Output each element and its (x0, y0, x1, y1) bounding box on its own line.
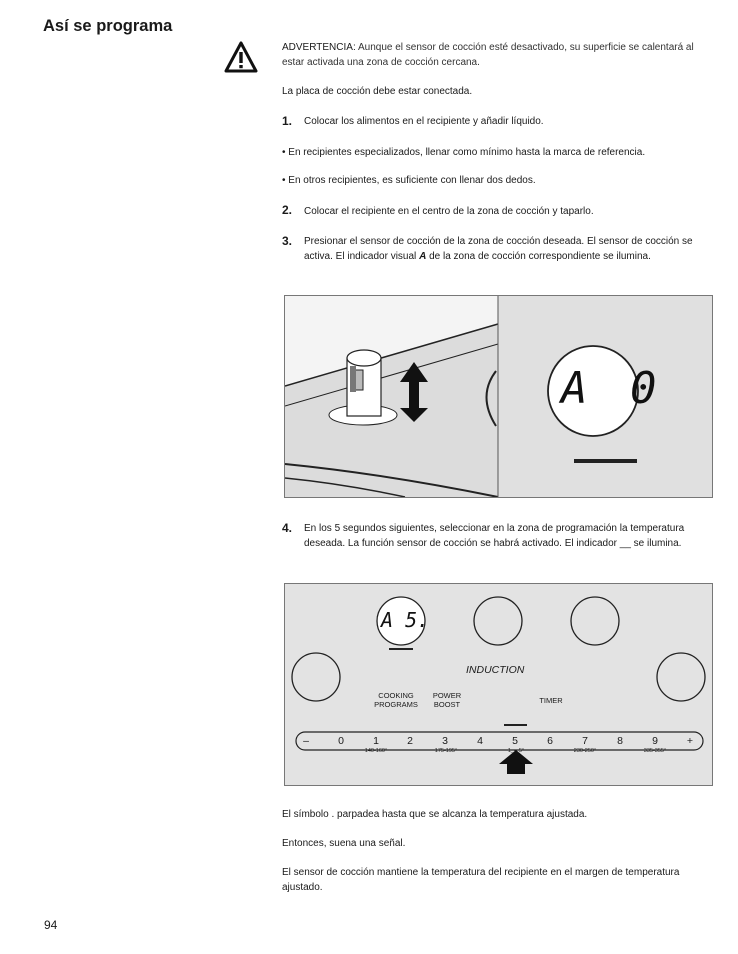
step-2-number: 2. (282, 203, 293, 217)
scale-1[interactable]: 1 (373, 735, 379, 747)
range-label: 230-250° (573, 748, 597, 754)
display-a5: A 5. (381, 608, 430, 632)
step-4-text: En los 5 segundos siguientes, seleccionar en la zona de programación la temperatura deseada. La función sensor de cocción se habrá activado. El indicador __ se ilumina. (304, 523, 685, 549)
intro-text: La placa de cocción debe estar conectada. (282, 86, 473, 97)
range-label: 1_-_5° (507, 748, 525, 754)
bullet-2: • En otros recipientes, es suficiente con llenar dos dedos. (282, 175, 536, 186)
warning-triangle-icon (224, 41, 258, 73)
warning-body: Aunque el sensor de cocción esté desactivado, su superficie se calentará al estar activada una zona de cocción cercana. (282, 42, 694, 68)
step-3-text-after: de la zona de cocción correspondiente se ilumina. (426, 250, 651, 262)
scale-5[interactable]: 5 (512, 735, 518, 747)
figure-sensor-illustration (284, 295, 713, 498)
indicator-glyph: A (419, 250, 427, 262)
display-a0: A 0 (561, 363, 665, 414)
figure-control-panel (284, 583, 713, 786)
page-number: 94 (44, 918, 58, 932)
cooking-programs-button[interactable]: COOKING PROGRAMS (374, 691, 418, 709)
scale-plus[interactable]: + (686, 735, 694, 747)
scale-2[interactable]: 2 (407, 735, 413, 747)
step-3-text (304, 235, 704, 264)
range-label: 140-160° (364, 748, 388, 754)
scale-6[interactable]: 6 (547, 735, 553, 747)
closing-text-1: El símbolo . parpadea hasta que se alcanza la temperatura ajustada. (282, 809, 588, 820)
range-label: 175-195° (434, 748, 458, 754)
closing-text-2: Entonces, suena una señal. (282, 838, 406, 849)
step-3-text-before: Presionar el sensor de cocción de la zona de cocción deseada. El sensor de cocción se activa. El indicador visual (304, 236, 693, 262)
scale-minus[interactable]: – (303, 735, 309, 747)
scale-0[interactable]: 0 (338, 735, 344, 747)
step-1-number: 1. (282, 114, 293, 128)
scale-4[interactable]: 4 (477, 735, 483, 747)
scale-9[interactable]: 9 (652, 735, 658, 747)
step-4-number: 4. (282, 521, 293, 535)
step-2-text: Colocar el recipiente en el centro de la zona de cocción y taparlo. (304, 206, 594, 217)
power-boost-button[interactable]: POWER BOOST (432, 691, 462, 709)
closing-text-3: El sensor de cocción mantiene la temperatura del recipiente en el margen de temperatura ajustado. (282, 867, 680, 893)
warning-text (282, 41, 702, 70)
step-1-text: Colocar los alimentos en el recipiente y añadir líquido. (304, 116, 544, 127)
bullet-1: • En recipientes especializados, llenar como mínimo hasta la marca de referencia. (282, 147, 646, 158)
step-3-number: 3. (282, 234, 293, 248)
scale-8[interactable]: 8 (617, 735, 623, 747)
induction-label: INDUCTION (466, 664, 525, 676)
control-panel-drawing (285, 584, 712, 785)
scale-3[interactable]: 3 (442, 735, 448, 747)
page-title: Así se programa (43, 17, 173, 35)
timer-button[interactable]: TIMER (539, 696, 563, 705)
range-label: 335-355° (643, 748, 667, 754)
warning-label: ADVERTENCIA: (282, 42, 356, 53)
scale-7[interactable]: 7 (582, 735, 588, 747)
